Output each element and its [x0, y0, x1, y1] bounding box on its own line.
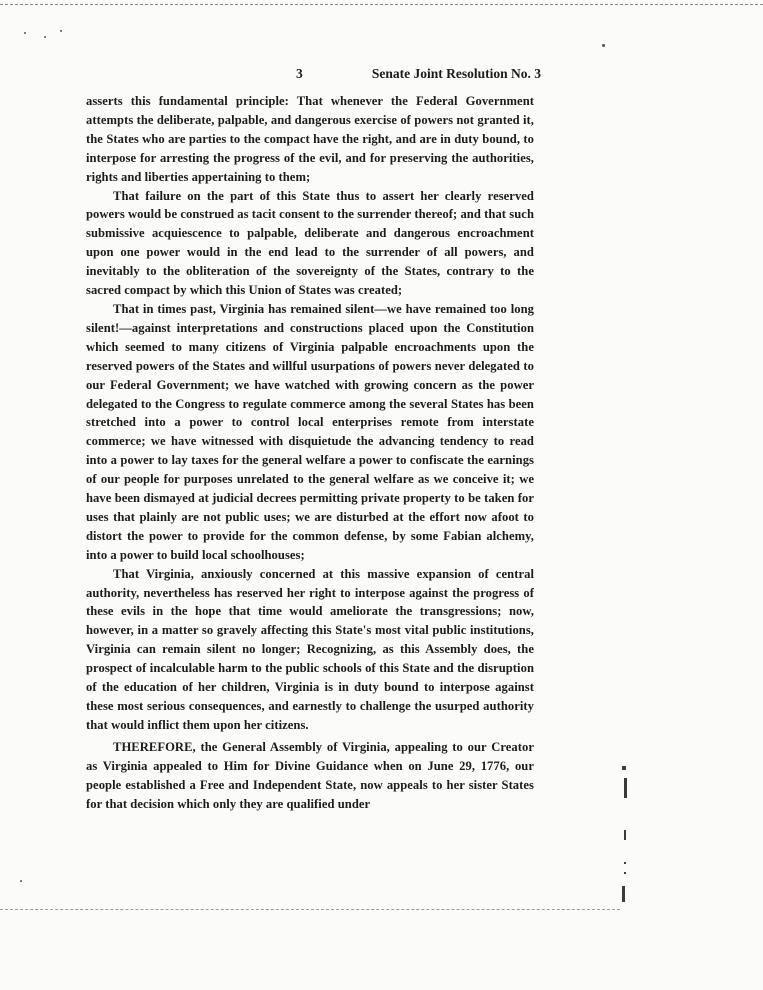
page-header — [296, 66, 541, 86]
margin-mark — [622, 766, 626, 770]
margin-mark — [624, 872, 626, 874]
paragraph-continuation: asserts this fundamental principle: That whenever the Federal Government attempts the deliberate, palpable, and dangerous exercise of powers not granted it, the States who are parties to the compact have the right, and are in duty bound, to interpose for arresting the progress of the evil, and for preserving the authorities, rights and liberties appertaining to them; — [86, 94, 534, 184]
paragraph-therefore: THEREFORE, the General Assembly of Virginia, appealing to our Creator as Virginia appealed to Him for Divine Guidance when on June 29, 1776, our people established a Free and Independent State, now appeals to her sister States for that decision which only they are qualified under — [86, 739, 534, 811]
paragraph-failure-to-assert: That failure on the part of this State thus to assert her clearly reserved powers would be construed as tacit consent to the surrender thereof; and that such submissive acquiescence to palpable, deliberate and dangerous encroachment upon one power would in the end lead to the surrender of all powers, and inevitably to the obliteration of the sovereignty of the States, contrary to the sacred compact by which this Union of States was created; — [86, 188, 534, 298]
page-number: 3 — [296, 66, 303, 81]
resolution-title: Senate Joint Resolution No. 3 — [371, 66, 541, 81]
margin-mark — [624, 830, 626, 840]
scan-speck — [60, 30, 62, 32]
margin-mark — [622, 886, 625, 902]
body-text — [86, 92, 534, 813]
paragraph-virginia-concerned: That Virginia, anxiously concerned at this massive expansion of central authority, nevertheless has reserved her right to interpose against the progress of these evils in the hope that time would ameliorate the transgressions; now, however, in a matter so gravely affecting this State's most vital public institutions, Virginia can remain silent no longer; Recognizing, as this Assembly does, the prospect of incalculable harm to the public schools of this State and the disruption of the education of her children, Virginia is in duty bound to interpose against these most serious consequences, and earnestly to challenge the usurped authority that would inflict them upon her citizens. — [86, 566, 534, 732]
margin-mark — [624, 862, 626, 864]
scan-speck — [602, 44, 605, 47]
margin-mark — [624, 778, 627, 798]
scan-bottom-edge — [0, 909, 620, 910]
paragraph-times-past: That in times past, Virginia has remained silent—we have remained too long silent!—against interpretations and constructions placed upon the Constitution which seemed to many citizens of Virginia palpable encroachments upon the reserved powers of the States and willful usurpations of powers never delegated to our Federal Government; we have watched with growing concern as the power delegated to the Congress to regulate commerce among the several States has been stretched into a power to control local enterprises remote from interstate commerce; we have witnessed with disquietude the advancing tendency to read into a power to lay taxes for the general welfare a power to confiscate the earnings of our people for purposes unrelated to the general welfare as we conceive it; we have been dismayed at judicial decrees permitting private property to be taken for uses that plainly are not public uses; we are disturbed at the effort now afoot to distort the power to provide for the common defense, by some Fabian alchemy, into a power to build local schoolhouses; — [86, 301, 534, 562]
scan-speck — [20, 880, 22, 882]
scan-top-edge — [0, 4, 763, 5]
scan-speck — [24, 32, 26, 34]
scan-speck — [44, 36, 46, 38]
